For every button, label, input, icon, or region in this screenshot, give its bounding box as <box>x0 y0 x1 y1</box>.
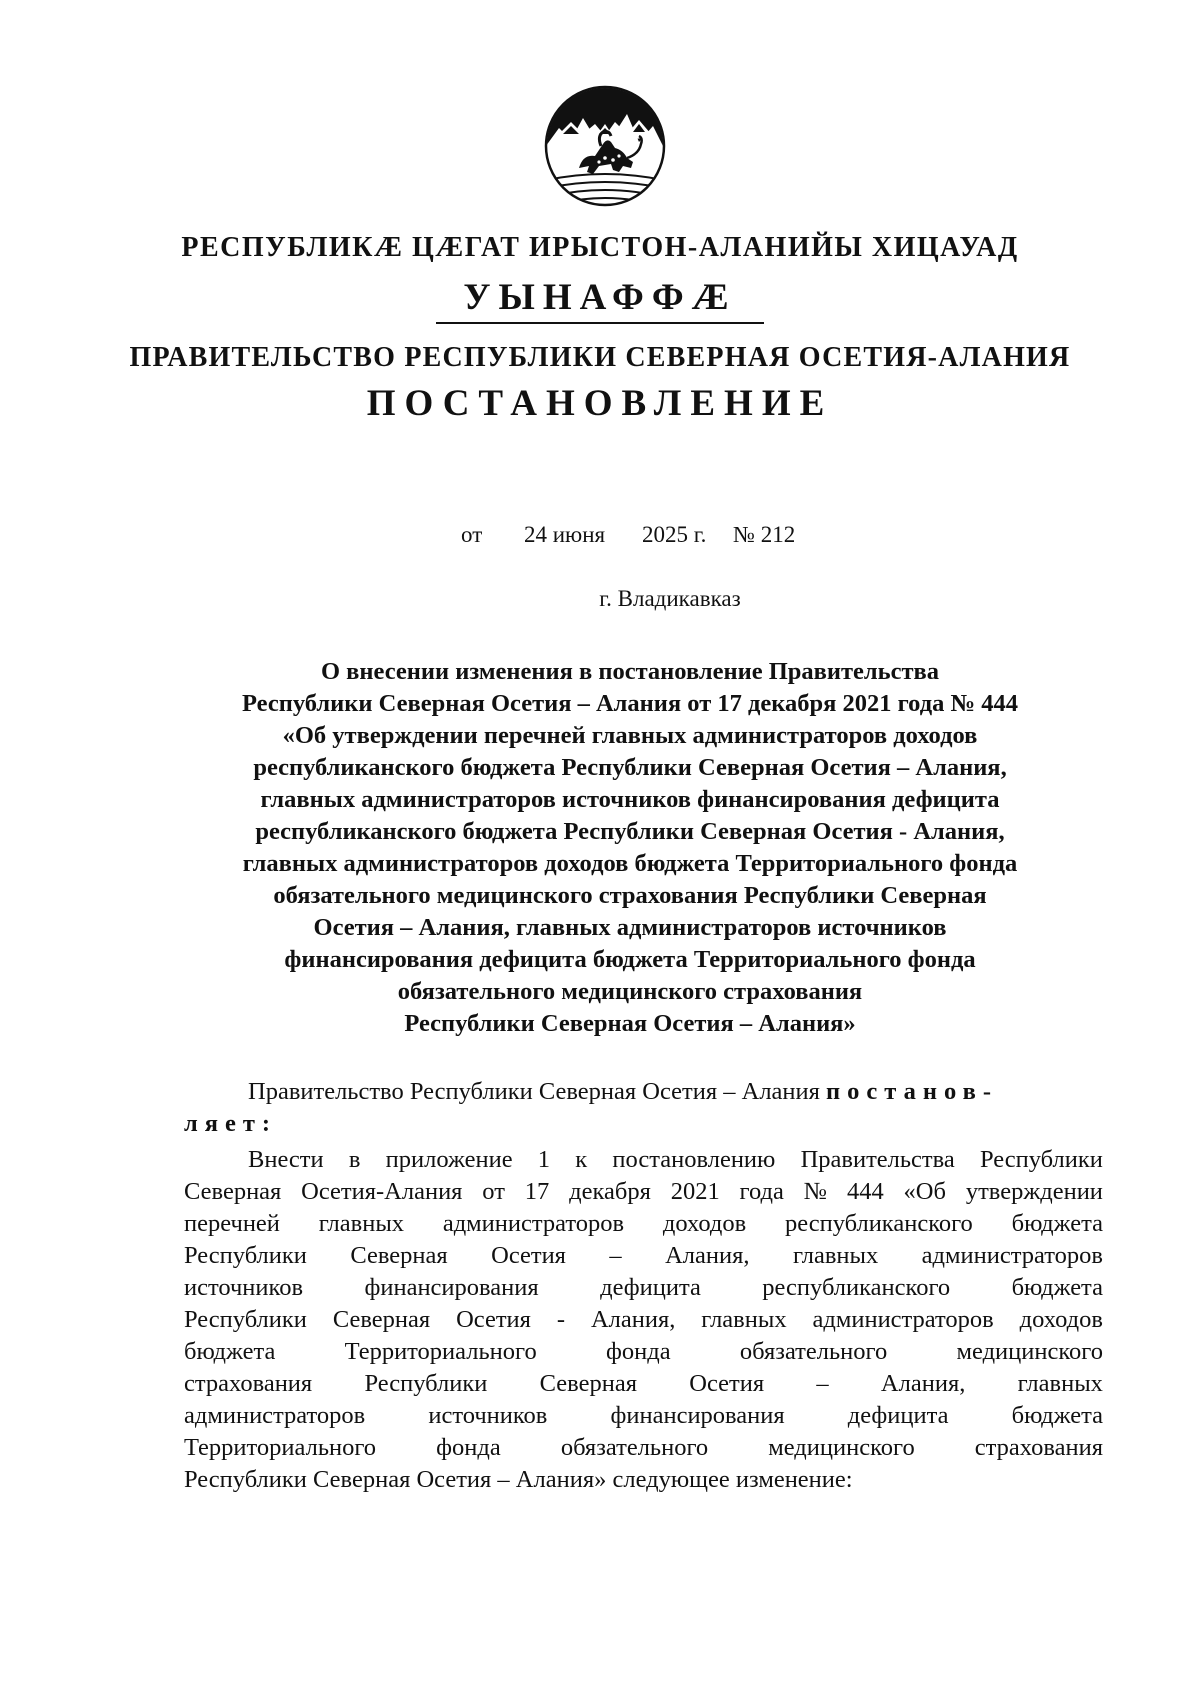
word: Внести <box>248 1146 324 1173</box>
decree-word-part1: постанов- <box>826 1078 999 1105</box>
word: Республики <box>184 1242 307 1269</box>
title-line: республиканского бюджета Республики Северная Осетия - Алания, <box>255 818 1005 845</box>
word: – <box>816 1370 829 1397</box>
word: года <box>739 1178 784 1205</box>
paragraph-line <box>184 1368 1103 1400</box>
title-line: финансирования дефицита бюджета Территориального фонда <box>284 946 976 973</box>
paragraph-line: Республики Северная Осетия – Алания» следующее изменение: <box>184 1466 853 1493</box>
word: страхования <box>184 1370 313 1397</box>
russian-document-type: ПОСТАНОВЛЕНИЕ <box>366 383 834 424</box>
word: 17 <box>524 1178 550 1205</box>
title-line: «Об утверждении перечней главных администраторов доходов <box>282 722 978 749</box>
paragraph-line <box>184 1240 1103 1272</box>
word: Осетия <box>456 1306 531 1333</box>
word: Республики <box>364 1370 488 1397</box>
word: фонда <box>436 1434 501 1461</box>
word: Осетия <box>491 1242 566 1269</box>
word: дефицита <box>600 1274 701 1301</box>
ossetian-document-type: УЫНАФФӔ <box>463 277 737 318</box>
word: финансирования <box>610 1402 785 1429</box>
ossetian-government-heading: РЕСПУБЛИКӔ ЦӔГАТ ИРЫСТОН-АЛАНИЙЫ ХИЦАУАД <box>181 232 1019 263</box>
title-line: обязательного медицинского страхования <box>397 978 863 1005</box>
word: главных <box>1017 1370 1103 1397</box>
title-line: Республики Северная Осетия – Алания от 17 декабря 2021 года № 444 <box>242 690 1018 717</box>
coat-of-arms-emblem <box>543 84 667 208</box>
word: главных <box>701 1306 787 1333</box>
decree-word-part2: ляет: <box>184 1110 278 1137</box>
paragraph-line <box>184 1304 1103 1336</box>
document-number: № 212 <box>733 522 796 547</box>
word: источников <box>428 1402 548 1429</box>
word: администраторов <box>184 1402 366 1429</box>
title-line: Осетия – Алания, главных администраторов источников <box>313 914 947 941</box>
word: Северная <box>350 1242 448 1269</box>
decree-intro-paragraph <box>184 1076 1103 1140</box>
word: финансирования <box>364 1274 539 1301</box>
word: республиканского <box>762 1274 951 1301</box>
word: дефицита <box>847 1402 949 1429</box>
word: обязательного <box>560 1434 709 1461</box>
word: медицинского <box>956 1338 1103 1365</box>
word: Северная <box>539 1370 637 1397</box>
word: – <box>609 1242 622 1269</box>
emblem-graphic <box>543 84 667 208</box>
word: в <box>348 1146 361 1173</box>
word: бюджета <box>1011 1402 1103 1429</box>
word: перечней <box>184 1210 280 1237</box>
word: Правительства <box>800 1146 955 1173</box>
word: Северная <box>184 1178 282 1205</box>
word: Алания, <box>590 1306 676 1333</box>
word: Осетия-Алания <box>301 1178 463 1205</box>
word: Северная <box>332 1306 431 1333</box>
word: бюджета <box>1011 1274 1103 1301</box>
word: главных <box>318 1210 405 1237</box>
word: декабря <box>569 1178 651 1205</box>
document-date: 24 июня <box>524 522 606 547</box>
word: источников <box>184 1274 304 1301</box>
word: 1 <box>537 1146 551 1173</box>
paragraph-line <box>184 1272 1103 1304</box>
word: Осетия <box>689 1370 765 1397</box>
word: Алания, <box>665 1242 750 1269</box>
word: от <box>482 1178 505 1205</box>
date-prefix: от <box>461 522 483 547</box>
word: администраторов <box>442 1210 625 1237</box>
paragraph-line <box>184 1336 1103 1368</box>
word: 444 <box>846 1178 884 1205</box>
title-line: Республики Северная Осетия – Алания» <box>404 1010 856 1037</box>
word: Республики <box>979 1146 1103 1173</box>
word: Территориального <box>344 1338 537 1365</box>
paragraph-line <box>184 1208 1103 1240</box>
paragraph-line <box>184 1144 1103 1176</box>
amendment-paragraph <box>184 1144 1103 1496</box>
word: обязательного <box>739 1338 888 1365</box>
word: бюджета <box>184 1338 276 1365</box>
russian-government-heading: ПРАВИТЕЛЬСТВО РЕСПУБЛИКИ СЕВЕРНАЯ ОСЕТИЯ-АЛАНИЯ <box>129 342 1071 373</box>
title-line: главных администраторов источников финансирования дефицита <box>260 786 1000 813</box>
title-line: О внесении изменения в постановление Правительства <box>321 658 939 685</box>
paragraph-line <box>184 1432 1103 1464</box>
word: республиканского <box>784 1210 973 1237</box>
word: медицинского <box>768 1434 915 1461</box>
title-line: обязательного медицинского страхования Республики Северная <box>273 882 987 909</box>
word: Алания, <box>880 1370 966 1397</box>
title-line: республиканского бюджета Республики Северная Осетия – Алания, <box>253 754 1007 781</box>
word: администраторов <box>812 1306 994 1333</box>
word: страхования <box>974 1434 1103 1461</box>
word: бюджета <box>1011 1210 1103 1237</box>
word: постановлению <box>612 1146 776 1173</box>
word: приложение <box>385 1146 513 1173</box>
document-title <box>150 656 1110 1040</box>
word: доходов <box>1019 1306 1103 1333</box>
word: к <box>575 1146 588 1173</box>
word: № <box>803 1178 828 1205</box>
document-city: г. Владикавказ <box>599 586 741 611</box>
word: доходов <box>662 1210 747 1237</box>
word: фонда <box>606 1338 671 1365</box>
intro-text: Правительство Республики Северная Осетия – Алания <box>248 1078 820 1105</box>
word: - <box>556 1306 566 1333</box>
word: Территориального <box>184 1434 377 1461</box>
word: «Об <box>903 1178 946 1205</box>
word: утверждении <box>965 1178 1103 1205</box>
paragraph-line <box>184 1176 1103 1208</box>
word: Республики <box>184 1306 307 1333</box>
paragraph-line <box>184 1400 1103 1432</box>
title-line: главных администраторов доходов бюджета Территориального фонда <box>242 850 1018 877</box>
word: 2021 <box>670 1178 720 1205</box>
header-divider-line <box>436 322 764 324</box>
document-year: 2025 г. <box>642 522 707 547</box>
word: администраторов <box>921 1242 1103 1269</box>
word: главных <box>792 1242 879 1269</box>
